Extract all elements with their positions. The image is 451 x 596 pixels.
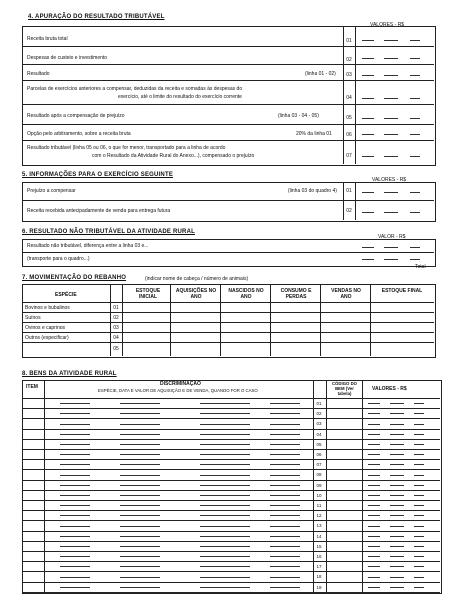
section8-entry-mark bbox=[270, 546, 300, 547]
section8-value-mark bbox=[368, 454, 380, 455]
section8-entry-mark bbox=[120, 495, 160, 496]
section8-entry-mark bbox=[270, 505, 300, 506]
section5-row-code: 02 bbox=[346, 208, 352, 214]
section7-row-label: Ovinos e caprinos bbox=[25, 325, 66, 331]
section8-value-mark bbox=[390, 424, 404, 425]
section8-entry-mark bbox=[60, 566, 90, 567]
section8-entry-mark bbox=[270, 526, 300, 527]
section8-entry-mark bbox=[200, 475, 250, 476]
section8-row-line bbox=[22, 490, 440, 491]
section7-title: 7. MOVIMENTAÇÃO DO REBANHO bbox=[22, 275, 127, 281]
section7-col-divider bbox=[170, 284, 171, 356]
section7-col-header: ESTOQUE INICIAL bbox=[135, 288, 161, 300]
section8-entry-mark bbox=[270, 454, 300, 455]
section8-entry-mark bbox=[120, 424, 160, 425]
section8-value-mark bbox=[414, 515, 424, 516]
section8-title: 8. BENS DA ATIVIDADE RURAL bbox=[22, 371, 117, 377]
section8-value-mark bbox=[368, 413, 380, 414]
section4-row-line bbox=[22, 64, 434, 65]
section8-entry-mark bbox=[60, 587, 90, 588]
section6-row-label: (transporte para o quadro...) bbox=[27, 256, 90, 262]
section8-col-values: VALORES - R$ bbox=[372, 386, 407, 392]
section8-entry-mark bbox=[200, 515, 250, 516]
section8-value-mark bbox=[390, 444, 404, 445]
section7-row-line bbox=[22, 332, 434, 333]
section8-row-code: 15 bbox=[316, 543, 322, 549]
section8-value-mark bbox=[368, 526, 380, 527]
section7-col-header: AQUISIÇÕES NO ANO bbox=[175, 288, 217, 300]
section8-value-mark bbox=[414, 505, 424, 506]
section8-value-mark bbox=[368, 485, 380, 486]
section8-entry-mark bbox=[200, 546, 250, 547]
section8-entry-mark bbox=[60, 536, 90, 537]
section5-row-code: 01 bbox=[346, 188, 352, 194]
section7-header-line bbox=[22, 302, 434, 303]
section8-entry-mark bbox=[270, 413, 300, 414]
section8-row-code: 05 bbox=[316, 441, 322, 447]
section8-entry-mark bbox=[120, 587, 160, 588]
section8-row-line bbox=[22, 459, 440, 460]
section8-value-mark bbox=[390, 566, 404, 567]
section5-row-label: Receita recebida antecipadamente de venda para entrega futura bbox=[27, 208, 171, 214]
section8-col-divider bbox=[362, 380, 363, 592]
section8-row-code: 04 bbox=[316, 431, 322, 437]
section5-title: 5. INFORMAÇÕES PARA O EXERCÍCIO SEGUINTE bbox=[22, 172, 174, 178]
section7-row-label: Suínos bbox=[25, 315, 41, 321]
section8-row-code: 17 bbox=[316, 564, 322, 570]
section4-values-header: VALORES - R$ bbox=[370, 22, 405, 28]
section8-value-mark bbox=[414, 444, 424, 445]
section4-row-line bbox=[22, 80, 434, 81]
section8-entry-mark bbox=[120, 464, 160, 465]
section8-value-mark bbox=[390, 485, 404, 486]
section8-col-description: DISCRIMINAÇÃO bbox=[160, 381, 201, 387]
section8-value-mark bbox=[414, 475, 424, 476]
section8-value-mark bbox=[414, 587, 424, 588]
section8-entry-mark bbox=[60, 475, 90, 476]
section8-entry-mark bbox=[200, 536, 250, 537]
section8-entry-mark bbox=[60, 526, 90, 527]
section8-entry-mark bbox=[120, 475, 160, 476]
section8-row-code: 01 bbox=[316, 401, 322, 406]
section8-entry-mark bbox=[200, 485, 250, 486]
section8-row-code: 13 bbox=[316, 523, 322, 529]
section7-col-header: CONSUMO E PERDAS bbox=[280, 288, 312, 300]
section7-row-label: Outros (especificar) bbox=[25, 335, 69, 341]
section8-row-line bbox=[22, 531, 440, 532]
section8-value-mark bbox=[390, 556, 404, 557]
section8-entry-mark bbox=[120, 566, 160, 567]
section8-entry-mark bbox=[60, 485, 90, 486]
section4-row-label: Despesas de custeio e investimento bbox=[27, 55, 108, 61]
section4-row-code: 07 bbox=[346, 153, 352, 159]
section8-value-mark bbox=[368, 515, 380, 516]
section7-row-line bbox=[22, 312, 434, 313]
section8-row-line bbox=[22, 561, 440, 562]
section8-entry-mark bbox=[120, 546, 160, 547]
section7-row-code: 04 bbox=[113, 335, 119, 341]
section7-col-divider bbox=[270, 284, 271, 356]
section8-value-mark bbox=[390, 495, 404, 496]
section7-col-divider bbox=[320, 284, 321, 356]
section8-entry-mark bbox=[200, 556, 250, 557]
section8-row-line bbox=[22, 520, 440, 521]
section4-row-extra: 20% da linha 01 bbox=[296, 131, 332, 137]
section8-value-mark bbox=[390, 403, 404, 404]
section8-value-mark bbox=[368, 505, 380, 506]
section4-row-label: Receita bruta total bbox=[27, 36, 68, 42]
section8-entry-mark bbox=[200, 505, 250, 506]
section8-value-mark bbox=[390, 454, 404, 455]
section8-entry-mark bbox=[60, 495, 90, 496]
section8-value-mark bbox=[368, 587, 380, 588]
section8-entry-mark bbox=[120, 536, 160, 537]
section8-col-description-sub: ESPÉCIE, DATA E VALOR DE AQUISIÇÃO E DE VENDA, QUANDO FOR O CASO bbox=[98, 388, 258, 393]
section4-row-label-cont: exercício, até o limite do resultado do exercício corrente bbox=[118, 94, 242, 100]
section8-entry-mark bbox=[270, 577, 300, 578]
section6-footnote: Total bbox=[415, 264, 426, 270]
section4-row-code: 04 bbox=[346, 95, 352, 101]
section8-entry-mark bbox=[120, 515, 160, 516]
section8-entry-mark bbox=[200, 424, 250, 425]
section8-entry-mark bbox=[200, 526, 250, 527]
section8-col-code: CÓDIGO DO BEM (Ver tabela) bbox=[331, 381, 358, 396]
section8-entry-mark bbox=[270, 515, 300, 516]
section8-entry-mark bbox=[200, 566, 250, 567]
section8-value-mark bbox=[414, 495, 424, 496]
section4-row-code: 01 bbox=[346, 38, 352, 44]
section8-value-mark bbox=[368, 464, 380, 465]
section4-row-line bbox=[22, 140, 434, 141]
section8-value-mark bbox=[414, 526, 424, 527]
section4-row-extra: (linha 01 - 02) bbox=[305, 71, 336, 77]
section6-row-line bbox=[22, 252, 434, 253]
section5-row-extra: (linha 03 do quadro 4) bbox=[288, 188, 337, 194]
section8-value-mark bbox=[390, 526, 404, 527]
section8-entry-mark bbox=[200, 587, 250, 588]
section8-entry-mark bbox=[200, 434, 250, 435]
section4-row-line bbox=[22, 104, 434, 105]
section8-row-code: 12 bbox=[316, 513, 322, 519]
section5-values-header: VALORES - R$ bbox=[372, 177, 407, 183]
section8-row-code: 16 bbox=[316, 554, 322, 559]
section8-row-code: 18 bbox=[316, 574, 322, 580]
section8-entry-mark bbox=[270, 475, 300, 476]
section8-col-item: ITEM bbox=[26, 384, 38, 390]
section8-value-mark bbox=[390, 546, 404, 547]
section4-row-line bbox=[22, 124, 434, 125]
section8-entry-mark bbox=[270, 566, 300, 567]
section6-title: 6. RESULTADO NÃO TRIBUTÁVEL DA ATIVIDADE RURAL bbox=[22, 229, 195, 235]
section8-entry-mark bbox=[120, 505, 160, 506]
section8-entry-mark bbox=[120, 577, 160, 578]
section8-value-mark bbox=[390, 475, 404, 476]
section8-value-mark bbox=[414, 546, 424, 547]
section8-entry-mark bbox=[200, 444, 250, 445]
section7-row-label: Bovinos e bubalinos bbox=[25, 305, 70, 311]
section8-entry-mark bbox=[270, 495, 300, 496]
section8-value-mark bbox=[368, 536, 380, 537]
section7-row-code: 01 bbox=[113, 305, 119, 311]
section8-col-divider bbox=[326, 380, 327, 592]
section4-row-code: 03 bbox=[346, 72, 352, 78]
section8-row-code: 09 bbox=[316, 482, 322, 488]
section8-value-mark bbox=[414, 577, 424, 578]
section8-row-code: 06 bbox=[316, 452, 322, 457]
section8-entry-mark bbox=[60, 413, 90, 414]
section4-row-extra: (linha 03 - 04 - 05) bbox=[278, 113, 319, 119]
section8-value-mark bbox=[368, 475, 380, 476]
section8-entry-mark bbox=[270, 424, 300, 425]
section8-value-mark bbox=[414, 454, 424, 455]
section8-value-mark bbox=[368, 495, 380, 496]
section8-entry-mark bbox=[60, 444, 90, 445]
section8-entry-mark bbox=[60, 546, 90, 547]
section8-row-line bbox=[22, 418, 440, 419]
section8-entry-mark bbox=[60, 454, 90, 455]
section7-row-line bbox=[22, 342, 434, 343]
section8-entry-mark bbox=[120, 454, 160, 455]
section8-row-code: 08 bbox=[316, 472, 322, 478]
section4-row-code: 06 bbox=[346, 132, 352, 138]
section4-row-label: Parcelas de exercícios anteriores a compensar, deduzidas da receita e somadas às despesas do bbox=[27, 86, 243, 92]
section8-value-mark bbox=[414, 434, 424, 435]
section7-col-divider bbox=[220, 284, 221, 356]
section8-entry-mark bbox=[270, 485, 300, 486]
section4-row-line bbox=[22, 46, 434, 47]
section8-value-mark bbox=[414, 556, 424, 557]
section8-value-mark bbox=[368, 434, 380, 435]
section8-value-mark bbox=[390, 413, 404, 414]
section8-row-line bbox=[22, 582, 440, 583]
section8-row-line bbox=[22, 510, 440, 511]
section7-subtitle: (indicar nome de cabeça / número de animais) bbox=[145, 276, 249, 282]
section8-row-line bbox=[22, 500, 440, 501]
section8-row-line bbox=[22, 480, 440, 481]
section8-entry-mark bbox=[60, 515, 90, 516]
section8-entry-mark bbox=[270, 556, 300, 557]
section7-row-code: 03 bbox=[113, 325, 119, 331]
section8-row-line bbox=[22, 592, 440, 593]
section6-row-label: Resultado não tributável, diferença entre a linha 03 e... bbox=[27, 243, 149, 249]
section8-entry-mark bbox=[60, 434, 90, 435]
section7-col-divider bbox=[370, 284, 371, 356]
section8-entry-mark bbox=[200, 454, 250, 455]
section8-entry-mark bbox=[200, 495, 250, 496]
section8-value-mark bbox=[414, 464, 424, 465]
section8-value-mark bbox=[390, 536, 404, 537]
section8-value-mark bbox=[390, 577, 404, 578]
section8-value-mark bbox=[414, 424, 424, 425]
section8-entry-mark bbox=[270, 444, 300, 445]
section8-value-mark bbox=[390, 464, 404, 465]
section8-value-mark bbox=[390, 434, 404, 435]
section8-row-line bbox=[22, 449, 440, 450]
section7-row-code: 05 bbox=[113, 346, 119, 352]
section7-row-code: 02 bbox=[113, 315, 119, 321]
section7-col-divider bbox=[122, 284, 123, 356]
section7-row-line bbox=[22, 322, 434, 323]
section4-row-code: 05 bbox=[346, 115, 352, 121]
section8-row-code: 03 bbox=[316, 421, 322, 427]
section8-value-mark bbox=[390, 505, 404, 506]
section8-value-mark bbox=[368, 444, 380, 445]
section8-value-mark bbox=[414, 536, 424, 537]
section8-entry-mark bbox=[60, 424, 90, 425]
section8-entry-mark bbox=[200, 577, 250, 578]
section8-value-mark bbox=[414, 413, 424, 414]
section8-row-line bbox=[22, 571, 440, 572]
section8-row-code: 07 bbox=[316, 462, 322, 468]
section8-header-line bbox=[22, 398, 440, 399]
section8-value-mark bbox=[390, 587, 404, 588]
section8-entry-mark bbox=[120, 485, 160, 486]
section8-value-mark bbox=[390, 515, 404, 516]
section8-value-mark bbox=[368, 546, 380, 547]
section5-row-line bbox=[22, 200, 434, 201]
section8-value-mark bbox=[368, 577, 380, 578]
section8-entry-mark bbox=[60, 577, 90, 578]
section8-entry-mark bbox=[120, 526, 160, 527]
section7-col-header: ESPÉCIE bbox=[55, 292, 77, 298]
section8-value-mark bbox=[414, 403, 424, 404]
section8-value-mark bbox=[368, 403, 380, 404]
section8-row-line bbox=[22, 541, 440, 542]
section8-entry-mark bbox=[270, 536, 300, 537]
section7-col-header: ESTOQUE FINAL bbox=[381, 288, 423, 294]
section6-values-header: VALOR - R$ bbox=[378, 234, 406, 240]
section8-entry-mark bbox=[120, 434, 160, 435]
section8-row-line bbox=[22, 408, 440, 409]
section4-row-label: Resultado bbox=[27, 71, 50, 77]
section8-entry-mark bbox=[60, 464, 90, 465]
section8-entry-mark bbox=[270, 403, 300, 404]
section4-row-label: Resultado após a compensação de prejuízo bbox=[27, 113, 125, 119]
section8-value-mark bbox=[414, 485, 424, 486]
section4-row-label: Opção pelo arbitramento, sobre a receita bruta bbox=[27, 131, 131, 137]
section5-value-divider bbox=[355, 182, 356, 220]
section5-frame bbox=[22, 182, 436, 222]
section8-entry-mark bbox=[60, 505, 90, 506]
section8-value-mark bbox=[414, 566, 424, 567]
section8-row-code: 02 bbox=[316, 411, 322, 417]
section8-value-mark bbox=[368, 424, 380, 425]
section8-row-line bbox=[22, 469, 440, 470]
section8-row-code: 11 bbox=[316, 503, 322, 508]
section4-row-label-cont: com o Resultado da Atividade Rural do Anexo...), compensado o prejuízo bbox=[92, 153, 255, 159]
section8-entry-mark bbox=[270, 464, 300, 465]
section8-value-mark bbox=[368, 556, 380, 557]
section7-col-header: NASCIDOS NO ANO bbox=[228, 288, 264, 300]
section8-entry-mark bbox=[200, 464, 250, 465]
section8-row-line bbox=[22, 439, 440, 440]
section8-row-code: 19 bbox=[316, 584, 322, 590]
section7-col-header: VENDAS NO ANO bbox=[331, 288, 361, 300]
section8-col-divider bbox=[44, 380, 45, 592]
section8-entry-mark bbox=[120, 413, 160, 414]
section8-entry-mark bbox=[60, 556, 90, 557]
section8-row-code: 10 bbox=[316, 492, 322, 498]
section8-value-mark bbox=[368, 566, 380, 567]
section8-entry-mark bbox=[120, 556, 160, 557]
section8-entry-mark bbox=[270, 434, 300, 435]
section8-row-line bbox=[22, 551, 440, 552]
section5-row-label: Prejuízo a compensar bbox=[27, 188, 76, 194]
section4-row-label: Resultado tributável (linha 05 ou 06, o que for menor, transportado para a linha de acordo bbox=[27, 145, 226, 151]
section8-row-code: 14 bbox=[316, 533, 322, 539]
section8-entry-mark bbox=[200, 413, 250, 414]
section8-entry-mark bbox=[120, 403, 160, 404]
section8-entry-mark bbox=[200, 403, 250, 404]
section8-entry-mark bbox=[270, 587, 300, 588]
section4-row-code: 02 bbox=[346, 57, 352, 63]
section8-row-line bbox=[22, 429, 440, 430]
section8-entry-mark bbox=[120, 444, 160, 445]
section4-title: 4. APURAÇÃO DO RESULTADO TRIBUTÁVEL bbox=[28, 14, 165, 20]
section8-entry-mark bbox=[60, 403, 90, 404]
